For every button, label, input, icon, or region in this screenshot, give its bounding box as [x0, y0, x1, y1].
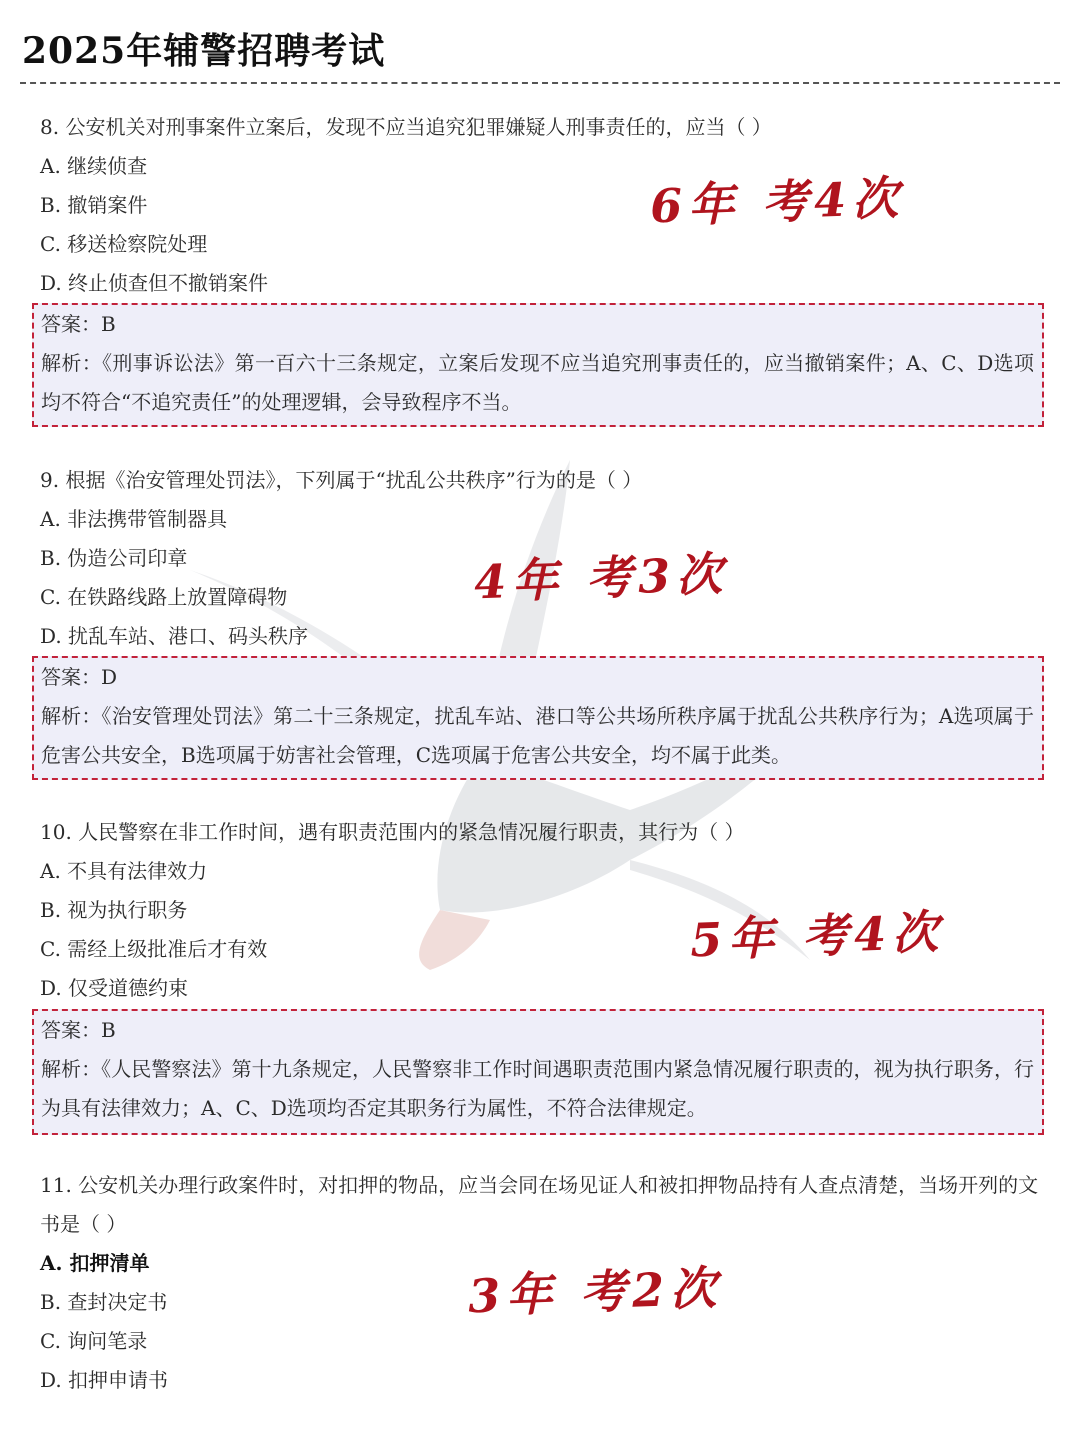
option-d: D. 终止侦查但不撤销案件 [40, 271, 269, 295]
option-c: C. 移送检察院处理 [40, 232, 208, 256]
analysis-text: 解析：《刑事诉讼法》第一百六十三条规定，立案后发现不应当追究刑事责任的，应当撤销案件；A、C、D选项均不符合“不追究责任”的处理逻辑，会导致程序不当。 [41, 351, 1034, 414]
option-d: D. 扣押申请书 [40, 1368, 169, 1392]
answer-box-8 [32, 303, 1044, 427]
analysis-text: 解析：《治安管理处罚法》第二十三条规定，扰乱车站、港口等公共场所秩序属于扰乱公共秩序行为；A选项属于危害公共安全，B选项属于妨害社会管理，C选项属于危害公共安全，均不属于此类。 [41, 704, 1034, 767]
question-stem: 11. 公安机关办理行政案件时，对扣押的物品，应当会同在场见证人和被扣押物品持有人查点清楚，当场开列的文书是（ ） [40, 1173, 1039, 1236]
question-stem: 10. 人民警察在非工作时间，遇有职责范围内的紧急情况履行职责，其行为（ ） [40, 820, 745, 844]
option-b: B. 撤销案件 [40, 193, 148, 217]
question-stem: 9. 根据《治安管理处罚法》，下列属于“扰乱公共秩序”行为的是（ ） [40, 468, 643, 492]
option-a: A. 非法携带管制器具 [40, 507, 228, 531]
option-d: D. 扰乱车站、港口、码头秩序 [40, 624, 309, 648]
option-b: B. 伪造公司印章 [40, 546, 188, 570]
question-stem: 8. 公安机关对刑事案件立案后，发现不应当追究犯罪嫌疑人刑事责任的，应当（ ） [40, 115, 772, 139]
option-b: B. 视为执行职务 [40, 898, 188, 922]
option-a: A. 扣押清单 [40, 1251, 150, 1275]
answer-text: 答案：B [41, 1018, 116, 1042]
option-d: D. 仅受道德约束 [40, 976, 189, 1000]
frequency-note-8: 6年 考4次 [649, 170, 906, 234]
page-title: 2025年辅警招聘考试 [22, 30, 386, 72]
option-c: C. 在铁路线路上放置障碍物 [40, 585, 288, 609]
title-divider [20, 82, 1060, 84]
option-c: C. 需经上级批准后才有效 [40, 937, 268, 961]
answer-box-9 [32, 656, 1044, 780]
option-c: C. 询问笔录 [40, 1329, 148, 1353]
option-a: A. 继续侦查 [40, 154, 148, 178]
answer-box-10 [32, 1009, 1044, 1135]
analysis-text: 解析：《人民警察法》第十九条规定，人民警察非工作时间遇职责范围内紧急情况履行职责的，视为执行职务，行为具有法律效力；A、C、D选项均否定其职务行为属性，不符合法律规定。 [41, 1057, 1034, 1120]
answer-text: 答案：D [41, 665, 118, 689]
answer-text: 答案：B [41, 312, 116, 336]
frequency-note-9: 4年 考3次 [473, 546, 730, 610]
frequency-note-11: 3年 考2次 [467, 1260, 724, 1324]
option-a: A. 不具有法律效力 [40, 859, 208, 883]
option-b: B. 查封决定书 [40, 1290, 168, 1314]
frequency-note-10: 5年 考4次 [689, 904, 946, 968]
